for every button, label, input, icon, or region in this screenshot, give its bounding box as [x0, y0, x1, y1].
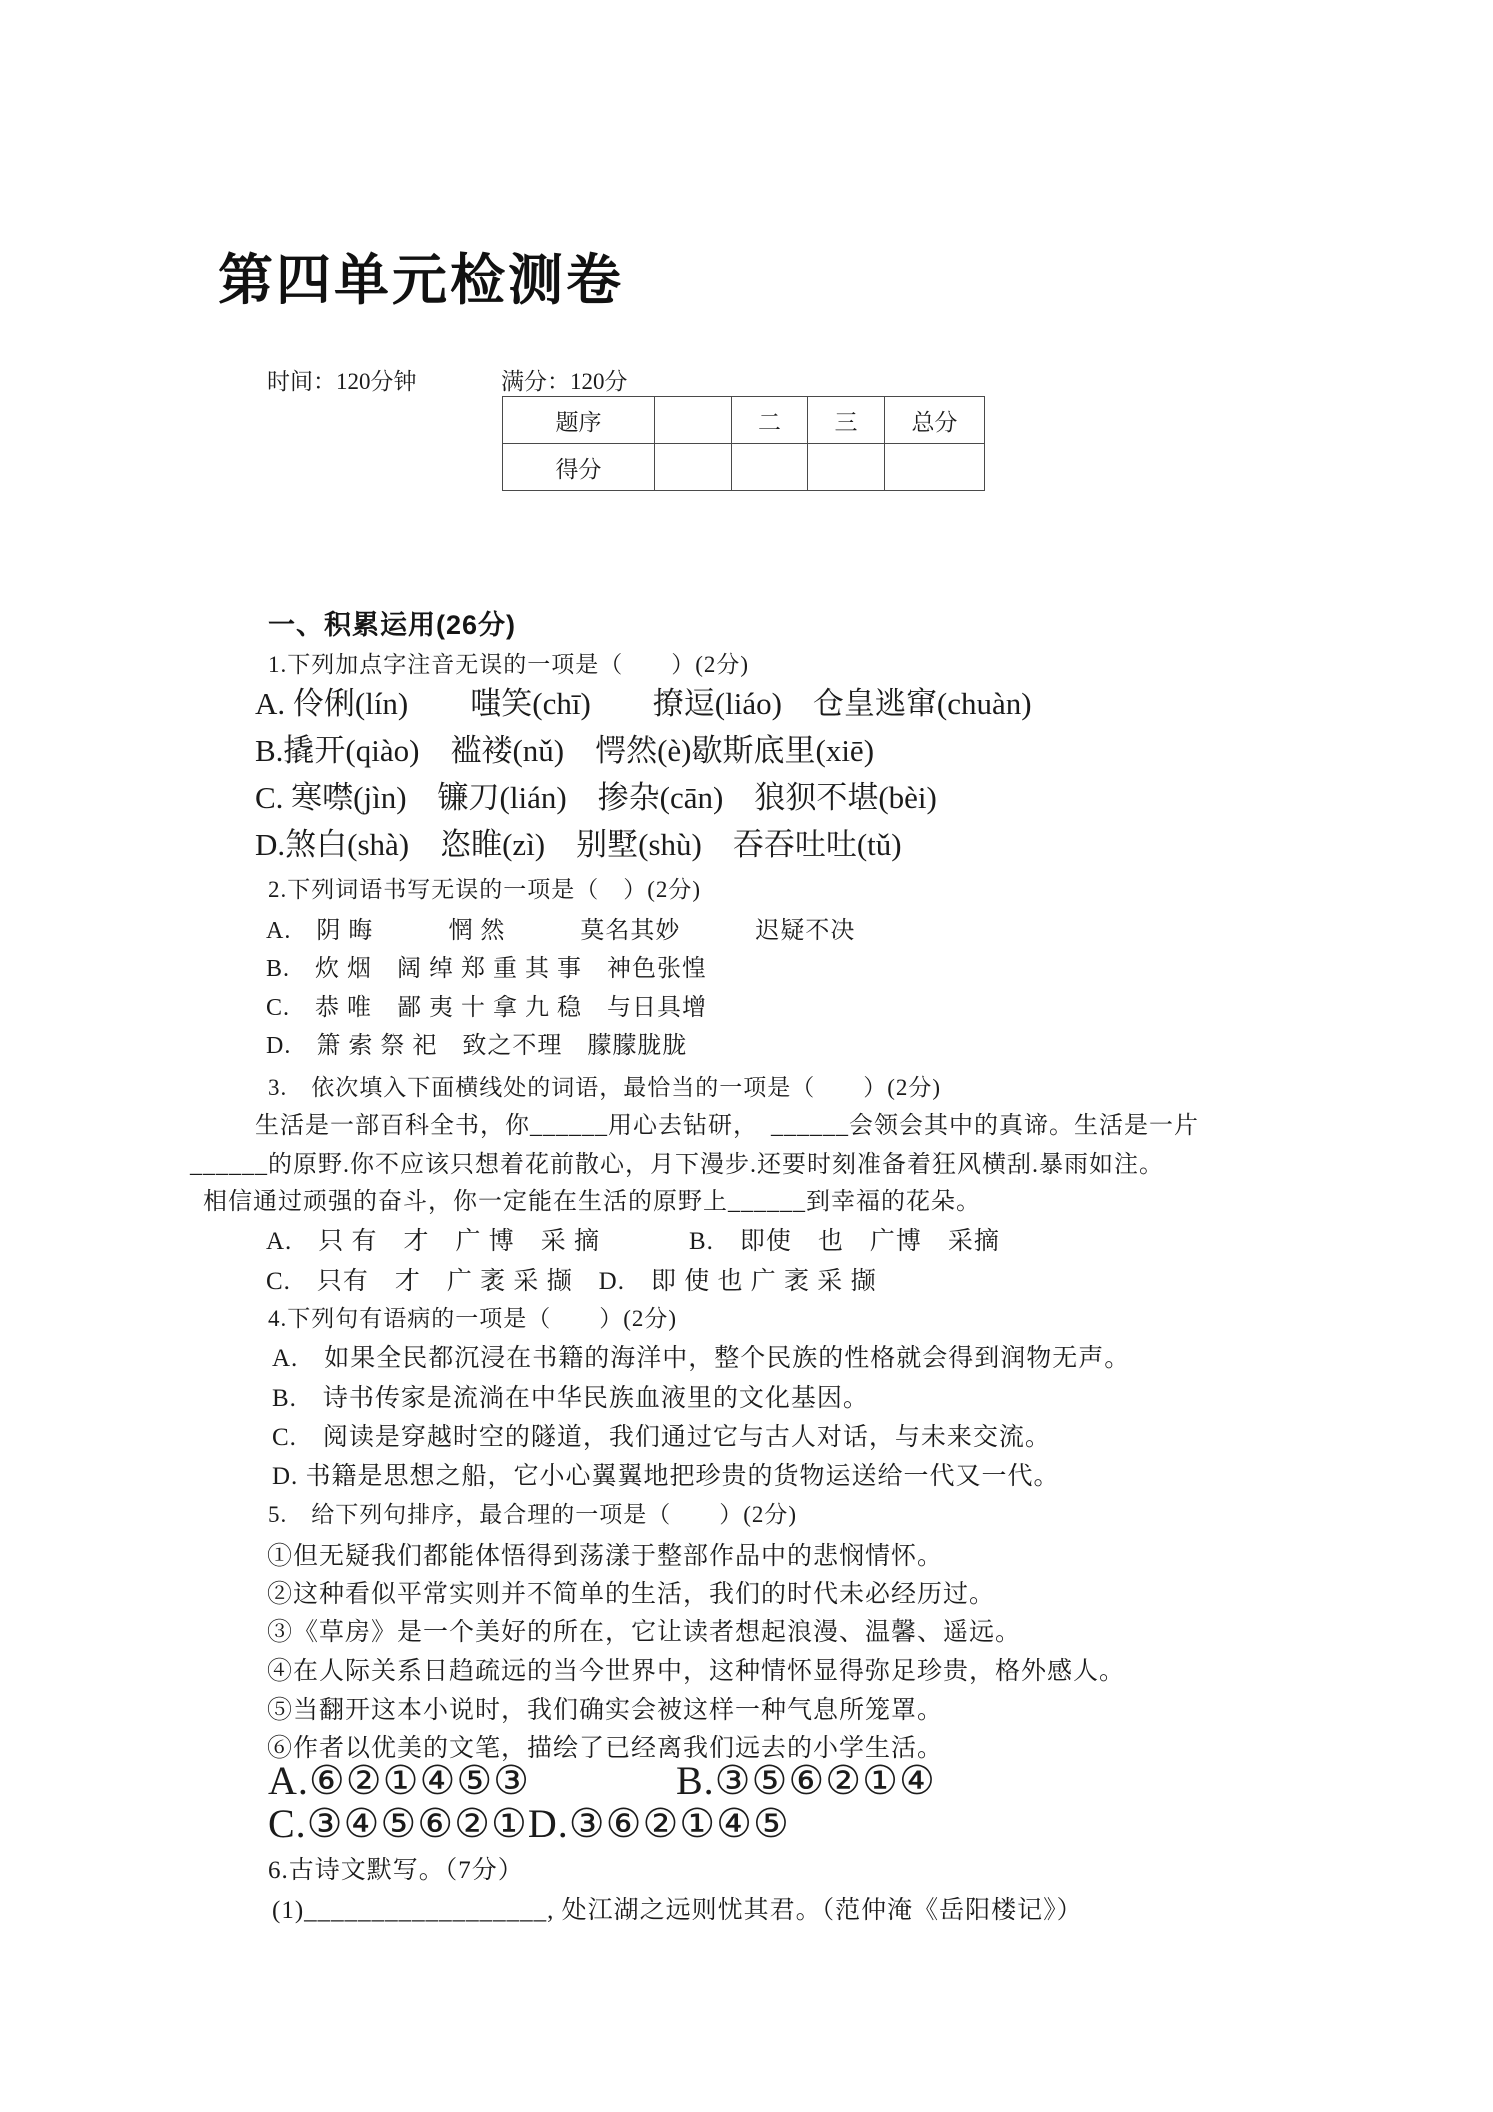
question-3-text-line-3: 相信通过顽强的奋斗，你一定能在生活的原野上______到幸福的花朵。: [203, 1189, 981, 1215]
question-6-item-1: (1)__________________, 处江湖之远则忧其君。（范仲淹《岳阳楼记》）: [272, 1897, 1083, 1924]
question-1-option-a: A. 伶俐(lín) 嗤笑(chī) 撩逗(liáo) 仓皇逃窜(chuàn): [255, 686, 1032, 721]
section-one-heading: 一、积累运用(26分): [268, 610, 517, 640]
question-2-option-b: B. 炊 烟 阔 绰 郑 重 其 事 神色张惶: [266, 956, 708, 982]
question-2-option-c: C. 恭 唯 鄙 夷 十 拿 九 稳 与日具增: [266, 995, 708, 1021]
question-5-sentence-1: ①但无疑我们都能体悟得到荡漾于整部作品中的悲悯情怀。: [267, 1543, 944, 1570]
score-table-cell-score-label: 得分: [503, 444, 655, 491]
question-5-answer-b: B.③⑤⑥②①④: [676, 1758, 936, 1803]
question-5-stem: 5. 给下列句排序，最合理的一项是（ ）(2分): [268, 1502, 798, 1527]
score-table-cell-total: 总分: [885, 397, 985, 444]
question-1-option-d: D.煞白(shà) 恣睢(zì) 别墅(shù) 吞吞吐吐(tǔ): [255, 827, 902, 862]
question-1-stem: 1.下列加点字注音无误的一项是（ ）(2分): [268, 652, 750, 677]
score-table-header-row: [503, 397, 985, 444]
question-3-text-line-1: 生活是一部百科全书，你______用心去钻研， ______会领会其中的真谛。生活是一片: [255, 1113, 1199, 1139]
question-4-option-d: D. 书籍是思想之船，它小心翼翼地把珍贵的货物运送给一代又一代。: [272, 1463, 1060, 1490]
question-2-stem: 2.下列词语书写无误的一项是（ ）(2分): [268, 877, 702, 902]
question-3-text-line-2: ______的原野.你不应该只想着花前散心，月下漫步.还要时刻准备着狂风横刮.暴雨如注。: [190, 1152, 1164, 1178]
question-5-sentence-3: ③《草房》是一个美好的所在，它让读者想起浪漫、温馨、遥远。: [267, 1619, 1022, 1646]
question-4-option-a: A. 如果全民都沉浸在书籍的海洋中，整个民族的性格就会得到润物无声。: [272, 1345, 1131, 1372]
question-4-option-b: B. 诗书传家是流淌在中华民族血液里的文化基因。: [272, 1385, 869, 1412]
question-5-sentence-5: ⑤当翻开这本小说时，我们确实会被这样一种气息所笼罩。: [267, 1697, 944, 1724]
question-2-option-d: D. 箫 索 祭 祀 致之不理 朦朦胧胧: [266, 1033, 688, 1059]
score-table-cell-part-one: [655, 397, 732, 444]
score-table-cell-score-two: [732, 444, 808, 491]
question-5-sentence-4: ④在人际关系日趋疏远的当今世界中，这种情怀显得弥足珍贵，格外感人。: [267, 1658, 1126, 1685]
question-5-answers-cd: C.③④⑤⑥②①D.③⑥②①④⑤: [268, 1801, 790, 1846]
full-score-label: 满分：120分: [501, 369, 628, 394]
score-table-score-row: [503, 444, 985, 491]
page-title: 第四单元检测卷: [218, 250, 625, 311]
score-table-cell-score-three: [808, 444, 885, 491]
question-5-sentence-2: ②这种看似平常实则并不简单的生活，我们的时代未必经历过。: [267, 1581, 996, 1608]
question-3-options-cd: C. 只有 才 广 袤 采 撷 D. 即 使 也 广 袤 采 撷: [266, 1268, 877, 1295]
question-1-option-c: C. 寒噤(jìn) 镰刀(lián) 掺杂(cān) 狼狈不堪(bèi): [255, 780, 937, 815]
score-table-cell-score-total: [885, 444, 985, 491]
question-1-option-b: B.撬开(qiào) 褴褛(nǔ) 愕然(è)歇斯底里(xiē): [255, 733, 875, 768]
score-table-cell-part-two: 二: [732, 397, 808, 444]
question-3-option-b: B. 即使 也 广博 采摘: [689, 1228, 1000, 1255]
score-table-cell-part-three: 三: [808, 397, 885, 444]
question-4-stem: 4.下列句有语病的一项是（ ）(2分): [268, 1306, 678, 1331]
time-limit-label: 时间：120分钟: [267, 369, 417, 394]
question-3-stem: 3. 依次填入下面横线处的词语，最恰当的一项是（ ）(2分): [268, 1075, 942, 1100]
question-2-option-a: A. 阴 晦 惘 然 莫名其妙 迟疑不决: [266, 918, 856, 944]
score-table: [502, 396, 985, 491]
question-4-option-c: C. 阅读是穿越时空的隧道，我们通过它与古人对话，与未来交流。: [272, 1424, 1051, 1451]
question-5-sentence-6: ⑥作者以优美的文笔，描绘了已经离我们远去的小学生活。: [267, 1735, 944, 1762]
score-table-cell-question-order: 题序: [503, 397, 655, 444]
question-5-answer-a: A.⑥②①④⑤③: [268, 1758, 531, 1803]
score-table-cell-score-one: [655, 444, 732, 491]
question-3-option-a: A. 只 有 才 广 博 采 摘: [266, 1228, 601, 1255]
question-6-stem: 6.古诗文默写。（7分）: [268, 1857, 524, 1884]
